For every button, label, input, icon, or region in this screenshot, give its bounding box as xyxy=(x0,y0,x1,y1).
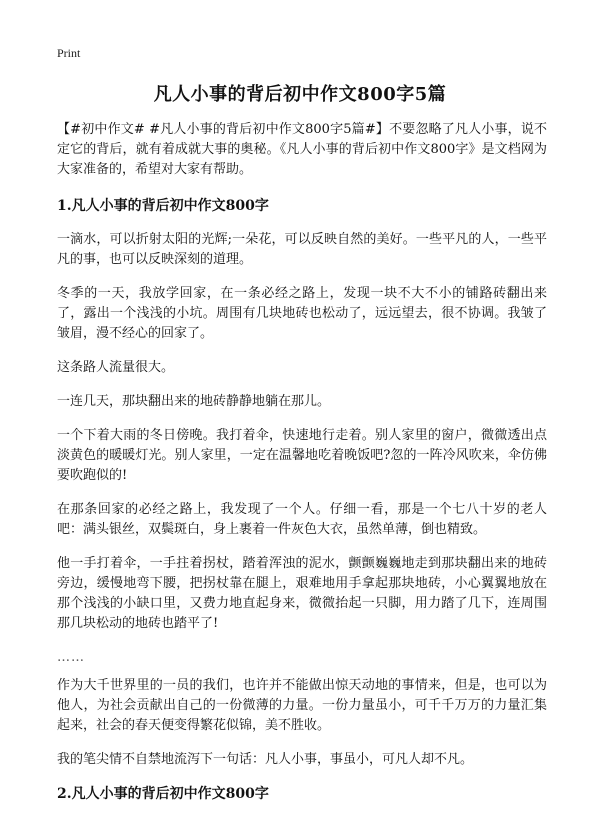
intro-paragraph: 【#初中作文# #凡人小事的背后初中作文800字5篇#】不要忽略了凡人小事，说不定它的背后，就有着成就大事的奥秘。《凡人小事的背后初中作文800字》是文档网为大家准备的，希望对大家有帮助。 xyxy=(57,122,547,177)
page-title: 凡人小事的背后初中作文800字5篇 xyxy=(153,84,447,105)
paragraph: 这条路人流量很大。 xyxy=(57,360,175,375)
print-label: Print xyxy=(57,46,81,60)
paragraph: 作为大千世界里的一员的我们，也许并不能做出惊天动地的事情来，但是，也可以为他人，为社会贡献出自己的一份微薄的力量。一份力量虽小，可千千万万的力量汇集起来，社会的春天便变得繁花似锦，美不胜收。 xyxy=(57,678,547,733)
ellipsis-marker: …… xyxy=(57,650,85,665)
paragraph: 我的笔尖情不自禁地流泻下一句话：凡人小事，事虽小，可凡人却不凡。 xyxy=(57,752,474,767)
section-heading-1: 1.凡人小事的背后初中作文800字 xyxy=(57,198,269,214)
paragraph: 一个下着大雨的冬日傍晚。我打着伞，快速地行走着。别人家里的窗户，微微透出点淡黄色的暖暖灯光。别人家里，一定在温馨地吃着晚饭吧?忽的一阵冷风吹来，伞仿佛要吹跑似的! xyxy=(57,428,547,483)
paragraph: 在那条回家的必经之路上，我发现了一个人。仔细一看，那是一个七八十岁的老人吧：满头银丝，双鬓斑白，身上裹着一件灰色大衣，虽然单薄，倒也精致。 xyxy=(57,502,547,537)
article-body xyxy=(57,120,547,818)
section-heading-2: 2.凡人小事的背后初中作文800字 xyxy=(57,786,269,802)
paragraph: 冬季的一天，我放学回家，在一条必经之路上，发现一块不大不小的铺路砖翻出来了，露出一个浅浅的小坑。周围有几块地砖也松动了，远远望去，很不协调。我皱了皱眉，漫不经心的回家了。 xyxy=(57,286,547,341)
paragraph: 一连几天，那块翻出来的地砖静静地躺在那儿。 xyxy=(57,394,331,409)
paragraph: 一滴水，可以折射太阳的光辉;一朵花，可以反映自然的美好。一些平凡的人，一些平凡的事，也可以反映深刻的道理。 xyxy=(57,232,547,267)
paragraph: 他一手打着伞，一手拄着拐杖，踏着浑浊的泥水，颤颤巍巍地走到那块翻出来的地砖旁边，缓慢地弯下腰，把拐杖靠在腿上，艰难地用手拿起那块地砖，小心翼翼地放在那个浅浅的小缺口里，又费力地直起身来，微微抬起一只脚，用力踏了几下，连周围那几块松动的地砖也踏平了! xyxy=(57,556,547,631)
